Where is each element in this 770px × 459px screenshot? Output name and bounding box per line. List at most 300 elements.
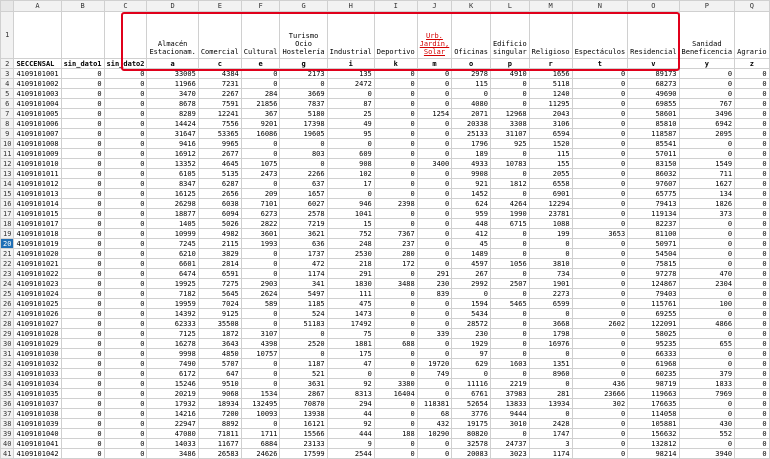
cell-p33[interactable]: 379 xyxy=(679,369,735,379)
cell-h6[interactable]: 87 xyxy=(327,99,374,109)
cell-c30[interactable]: 0 xyxy=(104,339,147,349)
cell-d29[interactable]: 7125 xyxy=(147,329,198,339)
cell-i37[interactable]: 0 xyxy=(374,409,417,419)
cell-b36[interactable]: 0 xyxy=(61,399,104,409)
cell-g11[interactable]: 803 xyxy=(280,149,327,159)
cell-l17[interactable]: 1990 xyxy=(490,209,529,219)
cell-e40[interactable]: 11677 xyxy=(198,439,241,449)
cell-l14[interactable]: 1812 xyxy=(490,179,529,189)
cell-f23[interactable]: 0 xyxy=(241,269,280,279)
cell-d3[interactable]: 33005 xyxy=(147,69,198,79)
cell-j19[interactable]: 0 xyxy=(417,229,452,239)
cell-o9[interactable]: 118587 xyxy=(628,129,679,139)
cell-m1[interactable]: Religioso xyxy=(529,12,572,59)
cell-g34[interactable]: 3631 xyxy=(280,379,327,389)
cell-d18[interactable]: 1405 xyxy=(147,219,198,229)
cell-d15[interactable]: 16125 xyxy=(147,189,198,199)
cell-h28[interactable]: 17492 xyxy=(327,319,374,329)
cell-q23[interactable]: 0 xyxy=(735,269,770,279)
cell-i25[interactable]: 0 xyxy=(374,289,417,299)
cell-o7[interactable]: 58601 xyxy=(628,109,679,119)
cell-i8[interactable]: 0 xyxy=(374,119,417,129)
cell-e13[interactable]: 5135 xyxy=(198,169,241,179)
cell-o28[interactable]: 122091 xyxy=(628,319,679,329)
cell-h19[interactable]: 752 xyxy=(327,229,374,239)
cell-j34[interactable]: 0 xyxy=(417,379,452,389)
cell-o13[interactable]: 86032 xyxy=(628,169,679,179)
cell-a29[interactable]: 4109101028 xyxy=(14,329,61,339)
column-header-q[interactable]: Q xyxy=(735,1,770,12)
cell-n34[interactable]: 436 xyxy=(572,379,628,389)
cell-c32[interactable]: 0 xyxy=(104,359,147,369)
cell-m39[interactable]: 1747 xyxy=(529,429,572,439)
column-header-e[interactable]: E xyxy=(198,1,241,12)
column-header-f[interactable]: F xyxy=(241,1,280,12)
cell-b29[interactable]: 0 xyxy=(61,329,104,339)
row-header-34[interactable]: 34 xyxy=(1,379,14,389)
cell-k19[interactable]: 412 xyxy=(452,229,491,239)
cell-q19[interactable]: 0 xyxy=(735,229,770,239)
cell-b25[interactable]: 0 xyxy=(61,289,104,299)
row-header-39[interactable]: 39 xyxy=(1,429,14,439)
cell-q26[interactable]: 0 xyxy=(735,299,770,309)
cell-d17[interactable]: 18877 xyxy=(147,209,198,219)
cell-n21[interactable]: 0 xyxy=(572,249,628,259)
row-header-1[interactable]: 1 xyxy=(1,12,14,59)
cell-f9[interactable]: 16086 xyxy=(241,129,280,139)
cell-i10[interactable]: 0 xyxy=(374,139,417,149)
cell-b24[interactable]: 0 xyxy=(61,279,104,289)
cell-f16[interactable]: 7101 xyxy=(241,199,280,209)
cell-g12[interactable]: 0 xyxy=(280,159,327,169)
row-header-35[interactable]: 35 xyxy=(1,389,14,399)
cell-p24[interactable]: 2304 xyxy=(679,279,735,289)
cell-p38[interactable]: 430 xyxy=(679,419,735,429)
cell-e30[interactable]: 3643 xyxy=(198,339,241,349)
cell-a22[interactable]: 4109101021 xyxy=(14,259,61,269)
cell-b40[interactable]: 0 xyxy=(61,439,104,449)
cell-a2[interactable]: SECCENSAL xyxy=(14,59,61,69)
cell-n8[interactable]: 0 xyxy=(572,119,628,129)
cell-i40[interactable]: 0 xyxy=(374,439,417,449)
cell-n12[interactable]: 0 xyxy=(572,159,628,169)
cell-n27[interactable]: 0 xyxy=(572,309,628,319)
row-header-29[interactable]: 29 xyxy=(1,329,14,339)
row-header-27[interactable]: 27 xyxy=(1,309,14,319)
cell-o25[interactable]: 79403 xyxy=(628,289,679,299)
cell-q28[interactable]: 0 xyxy=(735,319,770,329)
cell-g32[interactable]: 1187 xyxy=(280,359,327,369)
cell-c39[interactable]: 0 xyxy=(104,429,147,439)
cell-q9[interactable]: 0 xyxy=(735,129,770,139)
cell-g2[interactable]: g xyxy=(280,59,327,69)
cell-g27[interactable]: 524 xyxy=(280,309,327,319)
cell-n33[interactable]: 0 xyxy=(572,369,628,379)
row-header-22[interactable]: 22 xyxy=(1,259,14,269)
cell-b4[interactable]: 0 xyxy=(61,79,104,89)
cell-e34[interactable]: 9510 xyxy=(198,379,241,389)
cell-j29[interactable]: 339 xyxy=(417,329,452,339)
cell-i22[interactable]: 172 xyxy=(374,259,417,269)
cell-c40[interactable]: 0 xyxy=(104,439,147,449)
cell-p32[interactable]: 0 xyxy=(679,359,735,369)
cell-k32[interactable]: 629 xyxy=(452,359,491,369)
cell-i32[interactable]: 0 xyxy=(374,359,417,369)
cell-h1[interactable]: Industrial xyxy=(327,12,374,59)
cell-o29[interactable]: 58025 xyxy=(628,329,679,339)
cell-c22[interactable]: 0 xyxy=(104,259,147,269)
cell-b2[interactable]: sin_dato1 xyxy=(61,59,104,69)
cell-f2[interactable]: e xyxy=(241,59,280,69)
cell-e41[interactable]: 26583 xyxy=(198,449,241,459)
cell-n32[interactable]: 0 xyxy=(572,359,628,369)
cell-l12[interactable]: 10783 xyxy=(490,159,529,169)
cell-j7[interactable]: 1254 xyxy=(417,109,452,119)
cell-q12[interactable]: 0 xyxy=(735,159,770,169)
cell-c21[interactable]: 0 xyxy=(104,249,147,259)
cell-c15[interactable]: 0 xyxy=(104,189,147,199)
cell-m26[interactable]: 6599 xyxy=(529,299,572,309)
row-header-6[interactable]: 6 xyxy=(1,99,14,109)
cell-k6[interactable]: 4080 xyxy=(452,99,491,109)
cell-j28[interactable]: 0 xyxy=(417,319,452,329)
cell-k34[interactable]: 11116 xyxy=(452,379,491,389)
cell-q36[interactable]: 0 xyxy=(735,399,770,409)
cell-e27[interactable]: 9125 xyxy=(198,309,241,319)
cell-f26[interactable]: 589 xyxy=(241,299,280,309)
cell-a23[interactable]: 4109101022 xyxy=(14,269,61,279)
cell-q41[interactable]: 0 xyxy=(735,449,770,459)
cell-m33[interactable]: 8960 xyxy=(529,369,572,379)
cell-d40[interactable]: 14033 xyxy=(147,439,198,449)
cell-m5[interactable]: 1240 xyxy=(529,89,572,99)
cell-n22[interactable]: 0 xyxy=(572,259,628,269)
cell-k12[interactable]: 4933 xyxy=(452,159,491,169)
cell-d22[interactable]: 6601 xyxy=(147,259,198,269)
cell-d36[interactable]: 17932 xyxy=(147,399,198,409)
cell-m12[interactable]: 155 xyxy=(529,159,572,169)
cell-i9[interactable]: 0 xyxy=(374,129,417,139)
cell-a35[interactable]: 4109101035 xyxy=(14,389,61,399)
row-header-17[interactable]: 17 xyxy=(1,209,14,219)
cell-d16[interactable]: 26298 xyxy=(147,199,198,209)
cell-q2[interactable]: z xyxy=(735,59,770,69)
column-header-l[interactable]: L xyxy=(490,1,529,12)
cell-p37[interactable]: 0 xyxy=(679,409,735,419)
cell-f35[interactable]: 1534 xyxy=(241,389,280,399)
column-header-i[interactable]: I xyxy=(374,1,417,12)
cell-g20[interactable]: 636 xyxy=(280,239,327,249)
cell-n15[interactable]: 0 xyxy=(572,189,628,199)
cell-e21[interactable]: 3829 xyxy=(198,249,241,259)
cell-q14[interactable]: 0 xyxy=(735,179,770,189)
cell-e37[interactable]: 7200 xyxy=(198,409,241,419)
cell-d37[interactable]: 14216 xyxy=(147,409,198,419)
cell-e31[interactable]: 4850 xyxy=(198,349,241,359)
cell-b10[interactable]: 0 xyxy=(61,139,104,149)
cell-c37[interactable]: 0 xyxy=(104,409,147,419)
cell-j17[interactable]: 0 xyxy=(417,209,452,219)
cell-a17[interactable]: 4109101015 xyxy=(14,209,61,219)
cell-m10[interactable]: 1520 xyxy=(529,139,572,149)
cell-q40[interactable]: 0 xyxy=(735,439,770,449)
cell-l23[interactable]: 0 xyxy=(490,269,529,279)
cell-g4[interactable]: 0 xyxy=(280,79,327,89)
cell-d6[interactable]: 8678 xyxy=(147,99,198,109)
cell-f38[interactable]: 0 xyxy=(241,419,280,429)
cell-q31[interactable]: 0 xyxy=(735,349,770,359)
cell-o37[interactable]: 114058 xyxy=(628,409,679,419)
cell-o38[interactable]: 105881 xyxy=(628,419,679,429)
cell-k29[interactable]: 230 xyxy=(452,329,491,339)
cell-c4[interactable]: 0 xyxy=(104,79,147,89)
cell-j8[interactable]: 0 xyxy=(417,119,452,129)
cell-f5[interactable]: 284 xyxy=(241,89,280,99)
cell-h7[interactable]: 25 xyxy=(327,109,374,119)
cell-h26[interactable]: 475 xyxy=(327,299,374,309)
cell-g35[interactable]: 2867 xyxy=(280,389,327,399)
cell-c33[interactable]: 0 xyxy=(104,369,147,379)
cell-c2[interactable]: sin_dato2 xyxy=(104,59,147,69)
cell-g6[interactable]: 7837 xyxy=(280,99,327,109)
cell-a41[interactable]: 4109101042 xyxy=(14,449,61,459)
cell-b33[interactable]: 0 xyxy=(61,369,104,379)
cell-m19[interactable]: 199 xyxy=(529,229,572,239)
row-header-9[interactable]: 9 xyxy=(1,129,14,139)
cell-a21[interactable]: 4109101020 xyxy=(14,249,61,259)
cell-n20[interactable]: 0 xyxy=(572,239,628,249)
cell-e9[interactable]: 53365 xyxy=(198,129,241,139)
cell-n13[interactable]: 0 xyxy=(572,169,628,179)
cell-q1[interactable]: Agrario xyxy=(735,12,770,59)
cell-c3[interactable]: 0 xyxy=(104,69,147,79)
cell-e33[interactable]: 647 xyxy=(198,369,241,379)
cell-q4[interactable]: 0 xyxy=(735,79,770,89)
cell-p36[interactable]: 0 xyxy=(679,399,735,409)
cell-g15[interactable]: 1657 xyxy=(280,189,327,199)
cell-d35[interactable]: 20219 xyxy=(147,389,198,399)
cell-f1[interactable]: Cultural xyxy=(241,12,280,59)
cell-n16[interactable]: 0 xyxy=(572,199,628,209)
cell-g26[interactable]: 1185 xyxy=(280,299,327,309)
cell-l19[interactable]: 0 xyxy=(490,229,529,239)
cell-b39[interactable]: 0 xyxy=(61,429,104,439)
cell-a38[interactable]: 4109101039 xyxy=(14,419,61,429)
cell-n2[interactable]: t xyxy=(572,59,628,69)
cell-a14[interactable]: 4109101012 xyxy=(14,179,61,189)
cell-i4[interactable]: 0 xyxy=(374,79,417,89)
cell-h14[interactable]: 17 xyxy=(327,179,374,189)
cell-m35[interactable]: 281 xyxy=(529,389,572,399)
cell-i5[interactable]: 0 xyxy=(374,89,417,99)
cell-m38[interactable]: 2428 xyxy=(529,419,572,429)
cell-d1[interactable]: Almacén Estacionam. xyxy=(147,12,198,59)
row-header-37[interactable]: 37 xyxy=(1,409,14,419)
row-header-41[interactable]: 41 xyxy=(1,449,14,459)
cell-m18[interactable]: 1088 xyxy=(529,219,572,229)
cell-n31[interactable]: 0 xyxy=(572,349,628,359)
cell-k7[interactable]: 2071 xyxy=(452,109,491,119)
cell-l7[interactable]: 12968 xyxy=(490,109,529,119)
cell-o8[interactable]: 85810 xyxy=(628,119,679,129)
cell-g40[interactable]: 23133 xyxy=(280,439,327,449)
cell-b27[interactable]: 0 xyxy=(61,309,104,319)
cell-m30[interactable]: 16976 xyxy=(529,339,572,349)
cell-j9[interactable]: 0 xyxy=(417,129,452,139)
cell-p25[interactable]: 0 xyxy=(679,289,735,299)
cell-p31[interactable]: 0 xyxy=(679,349,735,359)
cell-k35[interactable]: 6761 xyxy=(452,389,491,399)
cell-f29[interactable]: 3107 xyxy=(241,329,280,339)
cell-i23[interactable]: 0 xyxy=(374,269,417,279)
cell-m17[interactable]: 23781 xyxy=(529,209,572,219)
cell-h30[interactable]: 1881 xyxy=(327,339,374,349)
cell-i20[interactable]: 237 xyxy=(374,239,417,249)
cell-m2[interactable]: r xyxy=(529,59,572,69)
cell-k23[interactable]: 267 xyxy=(452,269,491,279)
cell-a11[interactable]: 4109101009 xyxy=(14,149,61,159)
cell-l25[interactable]: 0 xyxy=(490,289,529,299)
cell-g41[interactable]: 17599 xyxy=(280,449,327,459)
cell-c13[interactable]: 0 xyxy=(104,169,147,179)
cell-p22[interactable]: 0 xyxy=(679,259,735,269)
cell-l36[interactable]: 13833 xyxy=(490,399,529,409)
cell-i3[interactable]: 0 xyxy=(374,69,417,79)
cell-o24[interactable]: 124867 xyxy=(628,279,679,289)
column-header-d[interactable]: D xyxy=(147,1,198,12)
row-header-28[interactable]: 28 xyxy=(1,319,14,329)
cell-m20[interactable]: 0 xyxy=(529,239,572,249)
cell-b20[interactable]: 0 xyxy=(61,239,104,249)
cell-q10[interactable]: 0 xyxy=(735,139,770,149)
cell-c12[interactable]: 0 xyxy=(104,159,147,169)
cell-o11[interactable]: 57011 xyxy=(628,149,679,159)
cell-e23[interactable]: 6591 xyxy=(198,269,241,279)
cell-c18[interactable]: 0 xyxy=(104,219,147,229)
cell-l26[interactable]: 5465 xyxy=(490,299,529,309)
cell-e18[interactable]: 5026 xyxy=(198,219,241,229)
cell-l10[interactable]: 925 xyxy=(490,139,529,149)
cell-i41[interactable]: 0 xyxy=(374,449,417,459)
cell-m40[interactable]: 3 xyxy=(529,439,572,449)
cell-p4[interactable]: 0 xyxy=(679,79,735,89)
cell-e6[interactable]: 7591 xyxy=(198,99,241,109)
cell-b26[interactable]: 0 xyxy=(61,299,104,309)
cell-o14[interactable]: 97607 xyxy=(628,179,679,189)
cell-e15[interactable]: 2656 xyxy=(198,189,241,199)
cell-n29[interactable]: 0 xyxy=(572,329,628,339)
cell-l39[interactable]: 0 xyxy=(490,429,529,439)
cell-k2[interactable]: o xyxy=(452,59,491,69)
cell-q8[interactable]: 0 xyxy=(735,119,770,129)
cell-e26[interactable]: 7024 xyxy=(198,299,241,309)
row-header-8[interactable]: 8 xyxy=(1,119,14,129)
cell-m24[interactable]: 1901 xyxy=(529,279,572,289)
cell-f15[interactable]: 209 xyxy=(241,189,280,199)
cell-m16[interactable]: 12294 xyxy=(529,199,572,209)
cell-l18[interactable]: 6715 xyxy=(490,219,529,229)
cell-m13[interactable]: 2055 xyxy=(529,169,572,179)
cell-j30[interactable]: 0 xyxy=(417,339,452,349)
cell-g33[interactable]: 521 xyxy=(280,369,327,379)
cell-d5[interactable]: 3470 xyxy=(147,89,198,99)
cell-a16[interactable]: 4109101014 xyxy=(14,199,61,209)
cell-k38[interactable]: 19175 xyxy=(452,419,491,429)
cell-q15[interactable]: 0 xyxy=(735,189,770,199)
cell-d39[interactable]: 47080 xyxy=(147,429,198,439)
cell-p13[interactable]: 711 xyxy=(679,169,735,179)
row-header-21[interactable]: 21 xyxy=(1,249,14,259)
cell-b28[interactable]: 0 xyxy=(61,319,104,329)
cell-d12[interactable]: 13352 xyxy=(147,159,198,169)
cell-j40[interactable]: 0 xyxy=(417,439,452,449)
cell-n5[interactable]: 0 xyxy=(572,89,628,99)
cell-g7[interactable]: 5180 xyxy=(280,109,327,119)
cell-l4[interactable]: 0 xyxy=(490,79,529,89)
cell-a10[interactable]: 4109101008 xyxy=(14,139,61,149)
cell-i2[interactable]: k xyxy=(374,59,417,69)
cell-o16[interactable]: 79413 xyxy=(628,199,679,209)
cell-l29[interactable]: 0 xyxy=(490,329,529,339)
cell-f25[interactable]: 2624 xyxy=(241,289,280,299)
cell-i29[interactable]: 0 xyxy=(374,329,417,339)
cell-k13[interactable]: 9908 xyxy=(452,169,491,179)
row-header-20[interactable]: 20 xyxy=(1,239,14,249)
cell-d28[interactable]: 62333 xyxy=(147,319,198,329)
cell-j14[interactable]: 0 xyxy=(417,179,452,189)
cell-d38[interactable]: 22947 xyxy=(147,419,198,429)
cell-c19[interactable]: 0 xyxy=(104,229,147,239)
cell-f40[interactable]: 6884 xyxy=(241,439,280,449)
cell-p12[interactable]: 1549 xyxy=(679,159,735,169)
row-header-4[interactable]: 4 xyxy=(1,79,14,89)
cell-e4[interactable]: 7231 xyxy=(198,79,241,89)
cell-k33[interactable]: 0 xyxy=(452,369,491,379)
cell-c9[interactable]: 0 xyxy=(104,129,147,139)
cell-j6[interactable]: 0 xyxy=(417,99,452,109)
cell-q18[interactable]: 0 xyxy=(735,219,770,229)
cell-d25[interactable]: 7182 xyxy=(147,289,198,299)
cell-e32[interactable]: 5707 xyxy=(198,359,241,369)
column-header-g[interactable]: G xyxy=(280,1,327,12)
cell-q30[interactable]: 0 xyxy=(735,339,770,349)
cell-k18[interactable]: 448 xyxy=(452,219,491,229)
cell-o20[interactable]: 50971 xyxy=(628,239,679,249)
cell-g38[interactable]: 16121 xyxy=(280,419,327,429)
column-header-h[interactable]: H xyxy=(327,1,374,12)
cell-l35[interactable]: 37983 xyxy=(490,389,529,399)
cell-j21[interactable]: 0 xyxy=(417,249,452,259)
cell-c17[interactable]: 0 xyxy=(104,209,147,219)
cell-p9[interactable]: 2095 xyxy=(679,129,735,139)
cell-n28[interactable]: 2602 xyxy=(572,319,628,329)
cell-p7[interactable]: 3496 xyxy=(679,109,735,119)
cell-l20[interactable]: 0 xyxy=(490,239,529,249)
cell-f13[interactable]: 2473 xyxy=(241,169,280,179)
cell-e11[interactable]: 2677 xyxy=(198,149,241,159)
cell-o4[interactable]: 68273 xyxy=(628,79,679,89)
cell-g19[interactable]: 3621 xyxy=(280,229,327,239)
cell-e16[interactable]: 6038 xyxy=(198,199,241,209)
cell-n38[interactable]: 0 xyxy=(572,419,628,429)
cell-n23[interactable]: 0 xyxy=(572,269,628,279)
cell-a15[interactable]: 4109101013 xyxy=(14,189,61,199)
cell-h21[interactable]: 2530 xyxy=(327,249,374,259)
cell-i12[interactable]: 0 xyxy=(374,159,417,169)
cell-q17[interactable]: 0 xyxy=(735,209,770,219)
cell-d13[interactable]: 6105 xyxy=(147,169,198,179)
cell-b5[interactable]: 0 xyxy=(61,89,104,99)
